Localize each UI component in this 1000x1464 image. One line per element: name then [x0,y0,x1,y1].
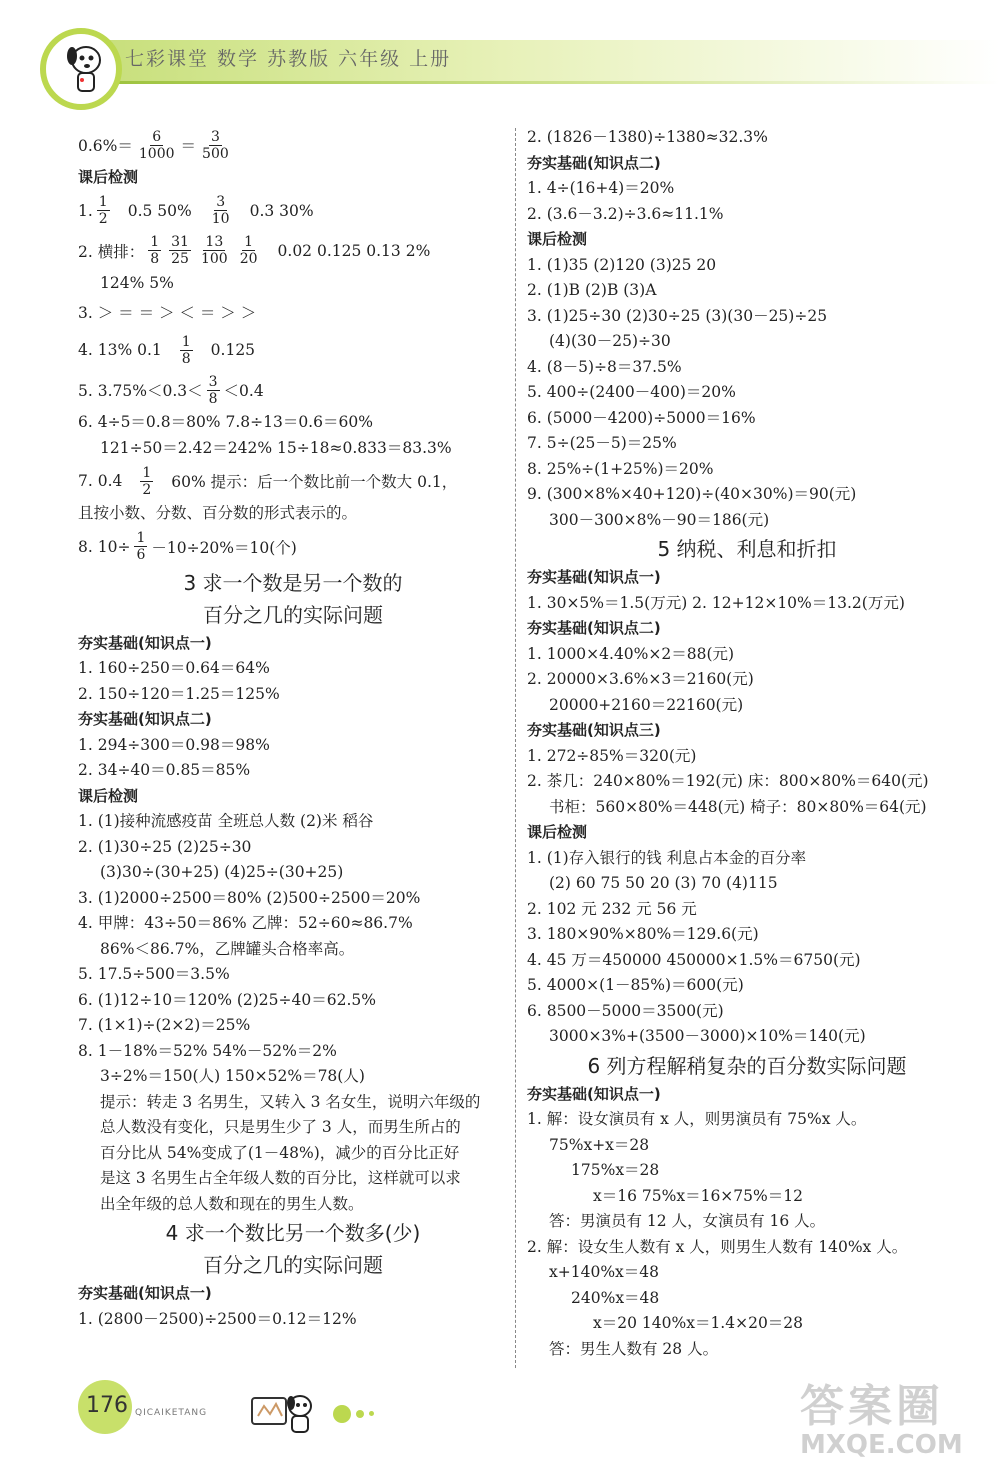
answer-line: 86%＜86.7%，乙牌罐头合格率高。 [100,939,355,958]
answer-line [78,125,508,165]
hint-line: 百分比从 54%变成了(1－48%)，减少的百分比正好 [100,1143,460,1162]
answer-line: 4. 13% 0.1 $\frac{1}{8}$ 0.125 [78,333,256,367]
answer-line: x+140%x＝48 [549,1263,660,1281]
watermark-logo: 答案圈 [800,1381,944,1432]
answer-line: x＝16 75%x＝16×75%＝12 [593,1186,803,1205]
section-title: 6 列方程解稍复杂的百分数实际问题 [587,1053,907,1078]
answer-line: 2. 34÷40＝0.85＝85% [78,761,251,779]
decorative-dots [333,1403,379,1423]
answer-line: 2. 20000×3.6%×3＝2160(元) [527,670,754,688]
answer-line: 1. 30×5%＝1.5(万元) 2. 12+12×10%＝13.2(万元) [527,593,905,612]
answer-line: 3÷2%＝150(人) 150×52%＝78(人) [100,1067,365,1085]
answer-line: 5. 17.5÷500＝3.5% [78,965,230,983]
left-column [78,125,508,1332]
answer-line: 且按小数、分数、百分数的形式表示的。 [78,504,358,522]
fraction: $\frac{3}{8}$ [208,373,218,407]
answer-line: 2. (1)30÷25 (2)25÷30 [78,837,252,856]
answer-line: 4. 45 万＝450000 450000×1.5%＝6750(元) [527,950,861,969]
answer-line: 5. 3.75%＜0.3＜ $\frac{3}{8}$ ＜0.4 [78,373,264,407]
answer-line: 2. 102 元 232 元 56 元 [527,899,697,918]
answer-line: 书柜：560×80%＝448(元) 椅子：80×80%＝64(元) [549,797,927,816]
fraction: $\frac{1}{2}$ [98,194,108,227]
answer-line: 5. 4000×(1－85%)＝600(元) [527,976,744,994]
answer-line: 8. 25%÷(1+25%)＝20% [527,459,714,478]
answer-line: 7. (1×1)÷(2×2)＝25% [78,1016,251,1034]
answer-line: 4. (8－5)÷8＝37.5% [527,357,682,376]
answer-line: 1. 4÷(16+4)＝20% [527,179,675,197]
dog-mascot-icon [250,1388,320,1438]
dog-mascot-icon [60,38,112,98]
page-number: 176 [86,1393,128,1418]
answer-line: 1. (1)接种流感疫苗 全班总人数 (2)米 稻谷 [78,812,374,830]
watermark-url: MXQE.COM [800,1430,963,1460]
fraction: $\frac{1}{2}$ [142,464,152,498]
section-title: 4 求一个数比另一个数多(少) [165,1221,421,1245]
answer-line: 3. (1)2000÷2500＝80% (2)500÷2500＝20% [78,888,421,907]
fraction: $\frac{1}{6}$ [136,530,146,563]
footer-brand: QICAIKETANG [135,1408,208,1418]
hint-line: 提示：转走 3 名男生，又转入 3 名女生，说明六年级的 [100,1092,481,1111]
subsection-heading: 课后检测 [78,168,139,186]
header-title: 七彩课堂 数学 苏教版 六年级 上册 [125,48,452,70]
answer-line: (2) 60 75 50 20 (3) 70 (4)115 [549,874,778,892]
answer-line: 1. $\frac{1}{2}$ 0.5 50% $\frac{3}{10}$ 0.3 30% [78,194,314,227]
answer-line: 75%x+x＝28 [549,1135,650,1154]
text: 0.6%＝ [78,137,133,155]
answer-line: 300－300×8%－90＝186(元) [549,510,770,529]
answer-line: 1. (2800－2500)÷2500＝0.12＝12% [78,1309,357,1328]
answer-line: 3000×3%+(3500－3000)×10%＝140(元) [549,1027,866,1045]
hint-line: 总人数没有变化，只是男生少了 3 人，而男生所占的 [100,1118,461,1136]
right-column [527,125,967,1362]
subsection-heading: 夯实基础(知识点三) [527,721,661,739]
fraction: $\frac{6}{1000}$ [138,128,175,162]
subsection-heading: 夯实基础(知识点一) [78,1284,212,1302]
watermark [800,1370,963,1460]
answer-line: 1. (1)35 (2)120 (3)25 20 [527,255,717,274]
answer-line: 8. 1－18%＝52% 54%－52%＝2% [78,1041,337,1060]
fraction: $\frac{1}{8}$ [150,234,160,267]
answer-line: 9. (300×8%×40+120)÷(40×30%)＝90(元) [527,485,857,503]
fraction: $\frac{31}{25}$ [171,234,189,267]
subsection-heading: 课后检测 [527,823,588,841]
answer-line: 答：男生人数有 28 人。 [549,1339,719,1358]
answer-line: 7. 0.4 $\frac{1}{2}$ 60% 提示：后一个数比前一个数大 0.1， [78,464,458,498]
answer-line: 1. 1000×4.40%×2＝88(元) [527,644,735,663]
subsection-heading: 夯实基础(知识点一) [78,633,212,652]
answer-line: 3. ＞ ＝ ＝ ＞ ＜ ＝ ＞ ＞ [78,304,257,322]
page-header [0,0,1000,120]
answer-line: 答：男演员有 12 人，女演员有 16 人。 [549,1212,826,1230]
fraction: $\frac{3}{500}$ [202,128,229,162]
answer-line: 2. 150÷120＝1.25＝125% [78,684,280,703]
section-title: 百分之几的实际问题 [203,1253,383,1277]
answer-line: 6. 8500－5000＝3500(元) [527,1001,724,1020]
section-title: 5 纳税、利息和折扣 [657,537,837,561]
answer-line: 2. (3.6－3.2)÷3.6≈11.1% [527,204,724,223]
answer-line: 6. (5000－4200)÷5000＝16% [527,408,756,427]
answer-line: 2. 茶几：240×80%＝192(元) 床：800×80%＝640(元) [527,772,929,790]
answer-line: 4. 甲牌：43÷50＝86% 乙牌：52÷60≈86.7% [78,914,413,932]
hint-line: 出全年级的总人数和现在的男生人数。 [100,1194,364,1213]
answer-line: 124% 5% [100,273,174,292]
section-title: 3 求一个数是另一个数的 [183,570,403,595]
answer-line: 3. (1)25÷30 (2)30÷25 (3)(30－25)÷25 [527,306,828,325]
section-title: 百分之几的实际问题 [203,602,383,627]
answer-line: 240%x＝48 [571,1288,660,1307]
answer-line: 1. (1)存入银行的钱 利息占本金的百分率 [527,848,807,867]
subsection-heading: 夯实基础(知识点二) [527,619,661,637]
subsection-heading: 夯实基础(知识点二) [78,710,212,728]
answer-line: 20000+2160＝22160(元) [549,695,744,714]
fraction: $\frac{3}{10}$ [211,194,230,227]
text: ＝ [180,137,197,155]
answer-line: 3. 180×90%×80%＝129.6(元) [527,925,759,943]
answer-line: 1. 294÷300＝0.98＝98% [78,735,270,754]
answer-line: 2. 解：设女生人数有 x 人，则男生人数有 140%x 人。 [527,1237,908,1256]
answer-line: 7. 5÷(25－5)＝25% [527,434,677,452]
answer-line: 6. (1)12÷10＝120% (2)25÷40＝62.5% [78,990,376,1009]
subsection-heading: 课后检测 [527,230,588,248]
answer-line: x＝20 140%x＝1.4×20＝28 [593,1314,804,1332]
fraction: $\frac{1}{20}$ [239,234,258,267]
answer-line: 6. 4÷5＝0.8＝80% 7.8÷13＝0.6＝60% [78,413,373,431]
answer-line: 1. 解：设女演员有 x 人，则男演员有 75%x 人。 [527,1110,867,1128]
subsection-heading: 夯实基础(知识点一) [527,1084,661,1103]
answer-line: 2. 横排： $\frac{1}{8}$ $\frac{31}{25}$ $\frac{13}{100}$ $\frac{1}{20}$ 0.02 0.125 0.13 2% [78,234,431,267]
answer-line: (3)30÷(30+25) (4)25÷(30+25) [100,863,344,881]
answer-line: 1. 272÷85%＝320(元) [527,746,697,765]
hint-line: 是这 3 名男生占全年级人数的百分比，这样就可以求 [100,1169,461,1187]
answer-line: 2. (1826－1380)÷1380≈32.3% [527,128,768,146]
answer-line: (4)(30－25)÷30 [549,332,671,350]
answer-line: 5. 400÷(2400－400)＝20% [527,383,736,401]
answer-line: 175%x＝28 [571,1161,660,1179]
answer-line: 8. 10÷ $\frac{1}{6}$ －10÷20%＝10(个) [78,530,297,563]
answer-line: 1. 160÷250＝0.64＝64% [78,659,270,677]
fraction: $\frac{1}{8}$ [181,333,191,367]
subsection-heading: 夯实基础(知识点一) [527,568,661,586]
subsection-heading: 课后检测 [78,786,139,805]
column-divider [515,128,516,1368]
answer-line: 2. (1)B (2)B (3)A [527,281,657,299]
fraction: $\frac{13}{100}$ [200,234,228,267]
header-rule [95,81,1000,84]
answer-line: 121÷50＝2.42＝242% 15÷18≈0.833＝83.3% [100,438,452,457]
subsection-heading: 夯实基础(知识点二) [527,153,661,172]
